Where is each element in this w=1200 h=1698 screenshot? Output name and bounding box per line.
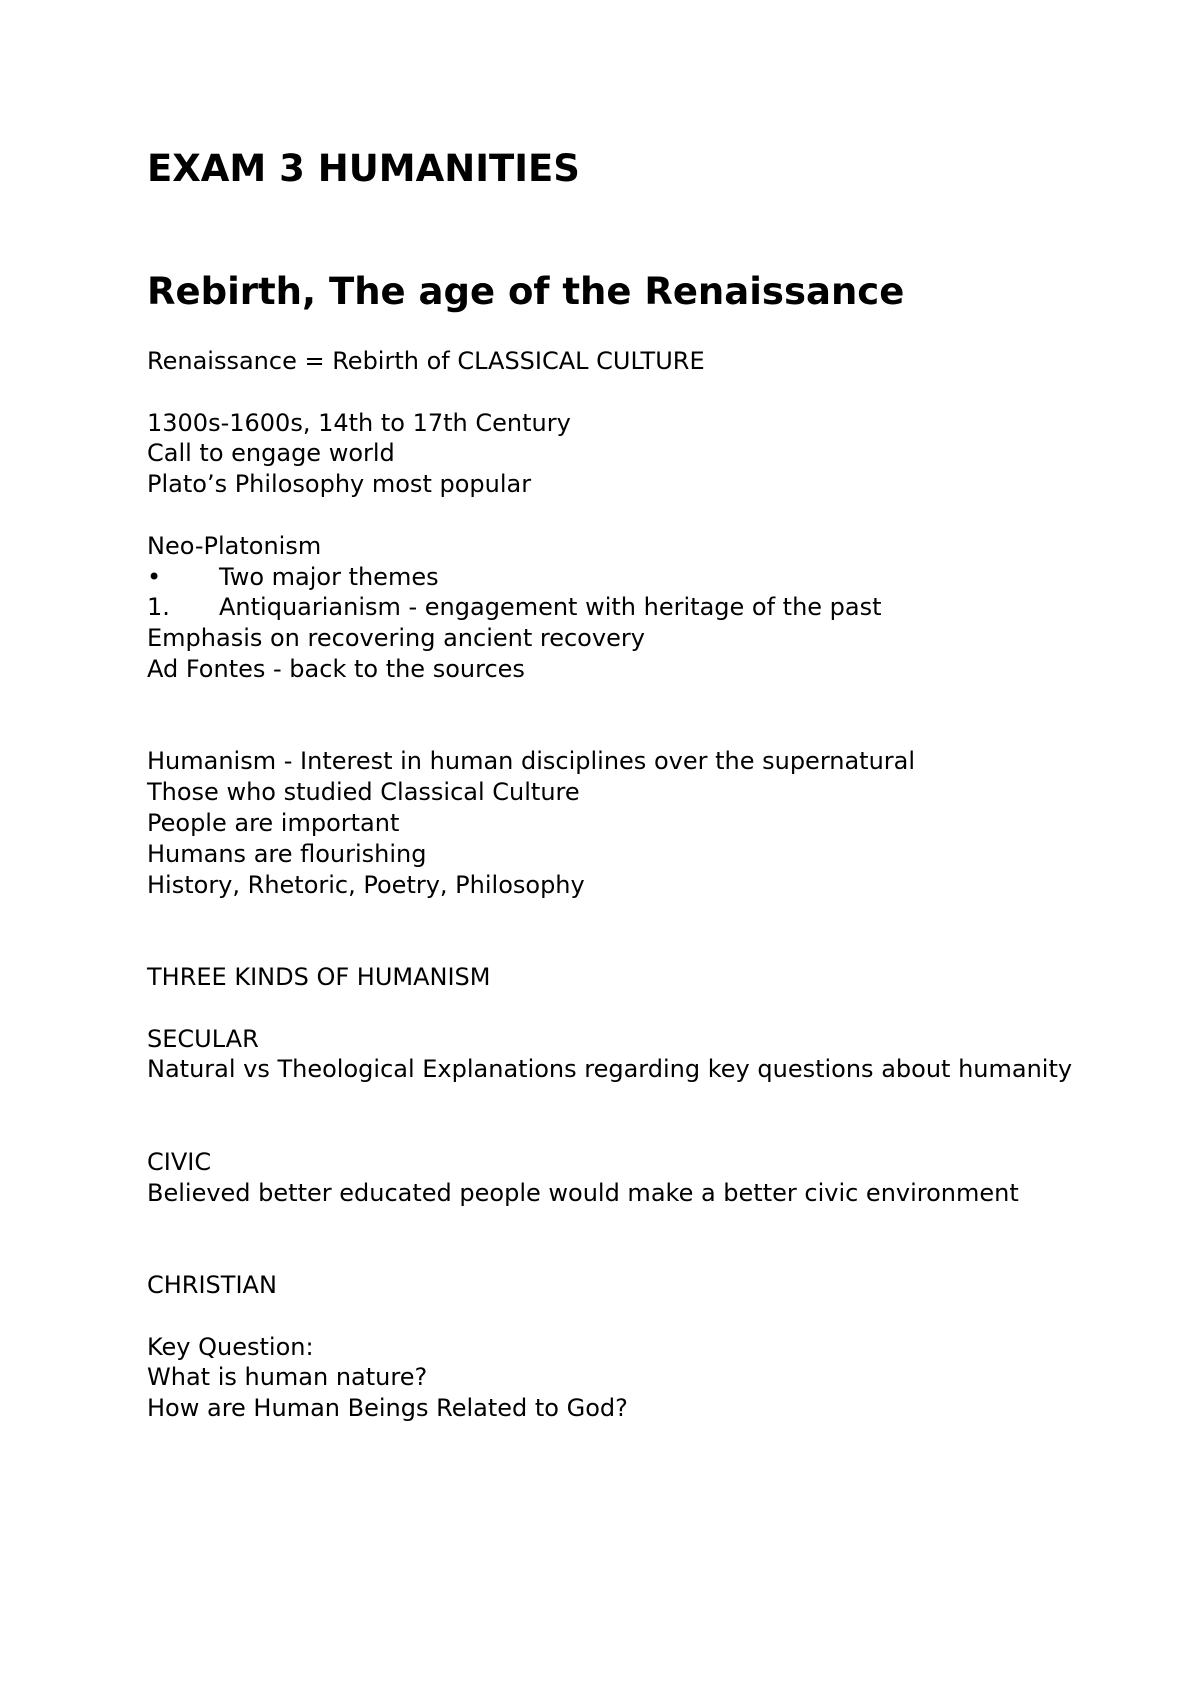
bullet-item — [147, 562, 1107, 593]
document-body — [147, 346, 1107, 1424]
kinds-heading: THREE KINDS OF HUMANISM — [147, 962, 491, 991]
christian-label: CHRISTIAN — [147, 1270, 277, 1299]
blank-line — [147, 931, 1107, 962]
blank-line — [147, 500, 1107, 531]
blank-line — [147, 1085, 1107, 1116]
section-heading: Rebirth, The age of the Renaissance — [147, 270, 905, 313]
blank-line — [147, 377, 1107, 408]
period-line: 1300s-1600s, 14th to 17th Century — [147, 408, 571, 437]
blank-line — [147, 685, 1107, 716]
period-line: Plato’s Philosophy most popular — [147, 470, 532, 499]
numbered-text: Antiquarianism - engagement with heritage of the past — [219, 593, 882, 622]
secular-text: Natural vs Theological Explanations regarding key questions about humanity — [147, 1055, 1073, 1084]
bullet-marker: • — [147, 562, 162, 591]
numbered-marker: 1. — [147, 593, 170, 622]
blank-line — [147, 1116, 1107, 1147]
humanism-line: Those who studied Classical Culture — [147, 778, 580, 807]
blank-line — [147, 1301, 1107, 1332]
humanism-line: Humanism - Interest in human disciplines over the supernatural — [147, 747, 916, 776]
secular-label: SECULAR — [147, 1024, 259, 1053]
numbered-item — [147, 592, 1107, 623]
definition-line: Renaissance = Rebirth of CLASSICAL CULTURE — [147, 347, 705, 375]
blank-line — [147, 1208, 1107, 1239]
civic-label: CIVIC — [147, 1147, 212, 1176]
humanism-line: History, Rhetoric, Poetry, Philosophy — [147, 870, 585, 899]
civic-text: Believed better educated people would make a better civic environment — [147, 1178, 1019, 1207]
blank-line — [147, 716, 1107, 747]
humanism-line: People are important — [147, 808, 400, 837]
question-line: What is human nature? — [147, 1363, 428, 1392]
blank-line — [147, 900, 1107, 931]
document-title: EXAM 3 HUMANITIES — [147, 147, 580, 190]
blank-line — [147, 1239, 1107, 1270]
question-line: How are Human Beings Related to God? — [147, 1394, 628, 1423]
blank-line — [147, 993, 1107, 1024]
humanism-line: Humans are flourishing — [147, 839, 427, 868]
neo-platonism-label: Neo-Platonism — [147, 531, 322, 560]
detail-line: Emphasis on recovering ancient recovery — [147, 624, 645, 653]
key-question-label: Key Question: — [147, 1332, 314, 1361]
period-line: Call to engage world — [147, 439, 395, 468]
bullet-text: Two major themes — [219, 562, 439, 591]
detail-line: Ad Fontes - back to the sources — [147, 654, 525, 683]
